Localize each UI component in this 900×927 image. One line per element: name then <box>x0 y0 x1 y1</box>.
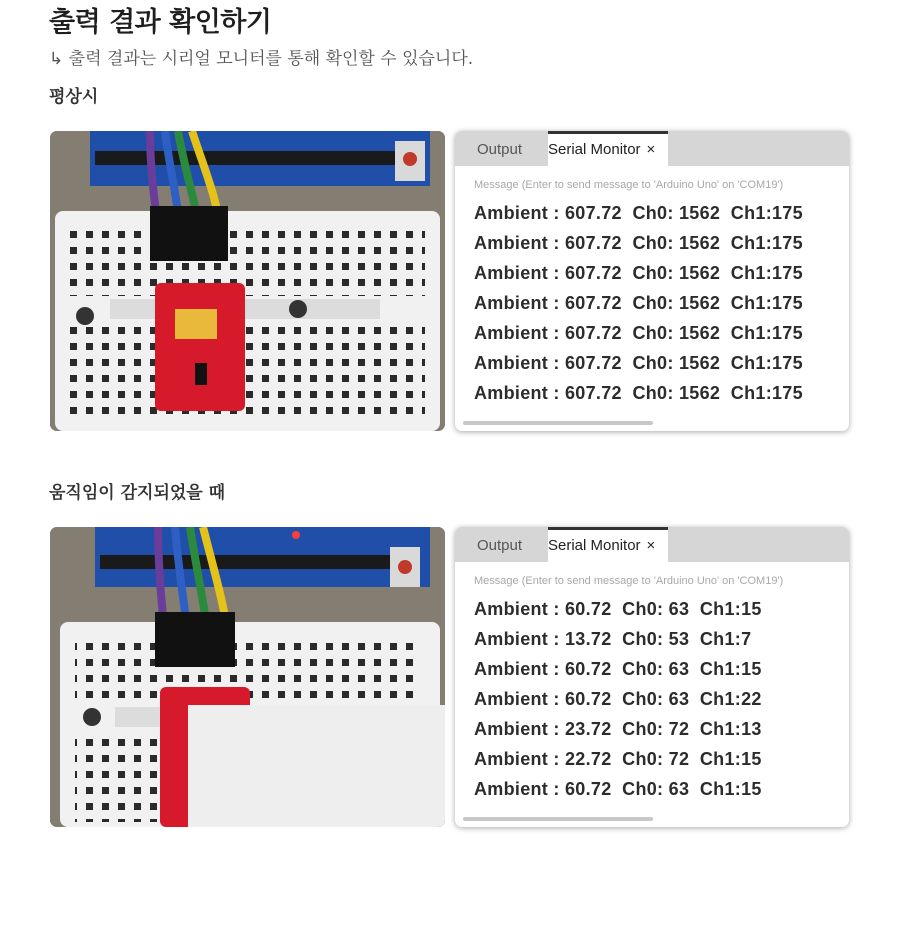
section-label-motion: 움직임이 감지되었을 때 <box>49 483 226 503</box>
serial-output-line: Ambient : 22.72 Ch0: 72 Ch1:15 <box>474 749 762 769</box>
serial-output-line: Ambient : 23.72 Ch0: 72 Ch1:13 <box>474 719 762 739</box>
serial-monitor-motion <box>455 527 849 827</box>
serial-output-line: Ambient : 607.72 Ch0: 1562 Ch1:175 <box>474 293 803 313</box>
serial-monitor-normal <box>455 131 849 431</box>
serial-output-line: Ambient : 13.72 Ch0: 53 Ch1:7 <box>474 629 752 649</box>
serial-output-line: Ambient : 607.72 Ch0: 1562 Ch1:175 <box>474 383 803 403</box>
serial-output-line: Ambient : 607.72 Ch0: 1562 Ch1:175 <box>474 203 803 223</box>
section-label-normal: 평상시 <box>49 87 99 107</box>
serial-output-list <box>474 201 803 411</box>
serial-output-list <box>474 597 762 807</box>
tab-output[interactable]: Output <box>477 537 523 554</box>
serial-output-line: Ambient : 607.72 Ch0: 1562 Ch1:175 <box>474 353 803 373</box>
serial-output-line: Ambient : 607.72 Ch0: 1562 Ch1:175 <box>474 263 803 283</box>
tab-serial-label: Serial Monitor <box>548 537 641 554</box>
serial-output-line: Ambient : 60.72 Ch0: 63 Ch1:22 <box>474 689 762 709</box>
serial-output-line: Ambient : 60.72 Ch0: 63 Ch1:15 <box>474 659 762 679</box>
tab-serial-monitor[interactable] <box>548 527 668 562</box>
serial-output-line: Ambient : 607.72 Ch0: 1562 Ch1:175 <box>474 233 803 253</box>
page-subtitle: ↳ 출력 결과는 시리얼 모니터를 통해 확인할 수 있습니다. <box>49 49 474 69</box>
page-title: 출력 결과 확인하기 <box>49 7 272 38</box>
tab-serial-monitor[interactable] <box>548 131 668 166</box>
tab-output[interactable]: Output <box>477 141 523 158</box>
serial-output-line: Ambient : 60.72 Ch0: 63 Ch1:15 <box>474 779 762 799</box>
tab-serial-label: Serial Monitor <box>548 141 641 158</box>
monitor-tab-bar <box>455 131 849 166</box>
message-input-placeholder[interactable]: Message (Enter to send message to 'Arduino Uno' on 'COM19') <box>474 179 784 191</box>
serial-output-line: Ambient : 60.72 Ch0: 63 Ch1:15 <box>474 599 762 619</box>
breadboard-photo-motion <box>50 527 445 827</box>
close-icon[interactable]: × <box>646 141 656 158</box>
monitor-tab-bar <box>455 527 849 562</box>
breadboard-photo-normal <box>50 131 445 431</box>
horizontal-scrollbar[interactable] <box>463 817 653 821</box>
message-input-placeholder[interactable]: Message (Enter to send message to 'Arduino Uno' on 'COM19') <box>474 575 784 587</box>
close-icon[interactable]: × <box>646 537 656 554</box>
serial-output-line: Ambient : 607.72 Ch0: 1562 Ch1:175 <box>474 323 803 343</box>
horizontal-scrollbar[interactable] <box>463 421 653 425</box>
